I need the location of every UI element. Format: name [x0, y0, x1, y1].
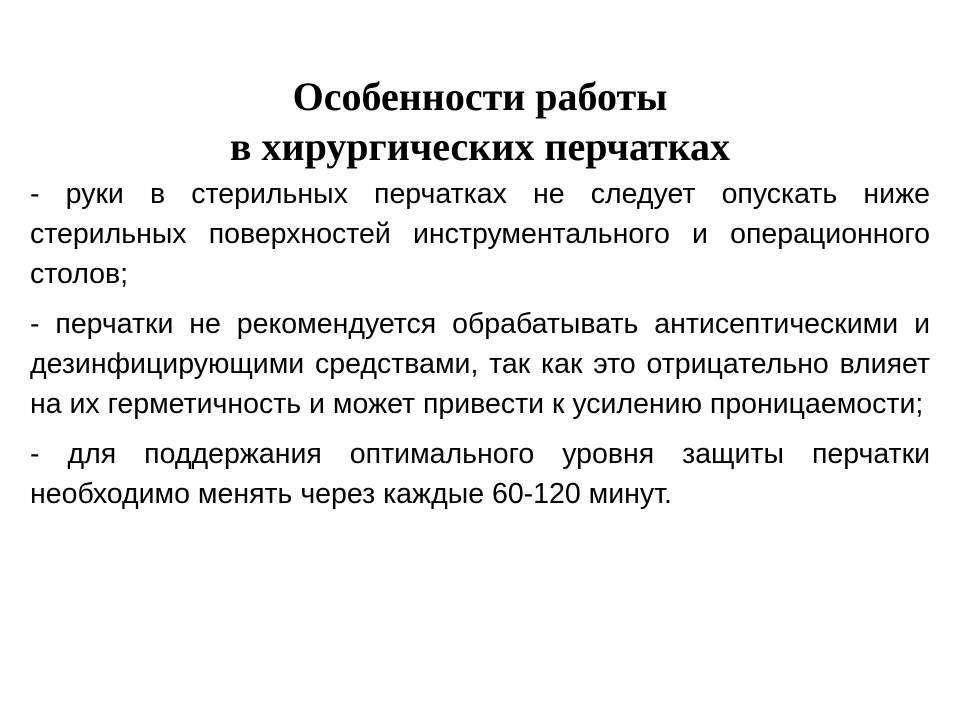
slide-title-line-1: Особенности работы	[292, 74, 668, 119]
slide-title-line-2: в хирургических перчатках	[229, 124, 731, 169]
paragraph-hands-position: - руки в стерильных перчатках не следует опускать ниже стерильных поверхностей инструментального и операционного столов;	[30, 178, 930, 290]
slide-title	[30, 72, 930, 172]
paragraph-change-gloves-interval: - для поддержания оптимального уровня защиты перчатки необходимо менять через каждые 60-120 минут.	[30, 438, 930, 510]
slide-body	[30, 174, 930, 514]
paragraph-no-antiseptic-treatment: - перчатки не рекомендуется обрабатывать антисептическими и дезинфицирующими средствами, так как это отрицательно влияет на их герметичность и может привести к усилению проницаемости;	[30, 308, 930, 420]
